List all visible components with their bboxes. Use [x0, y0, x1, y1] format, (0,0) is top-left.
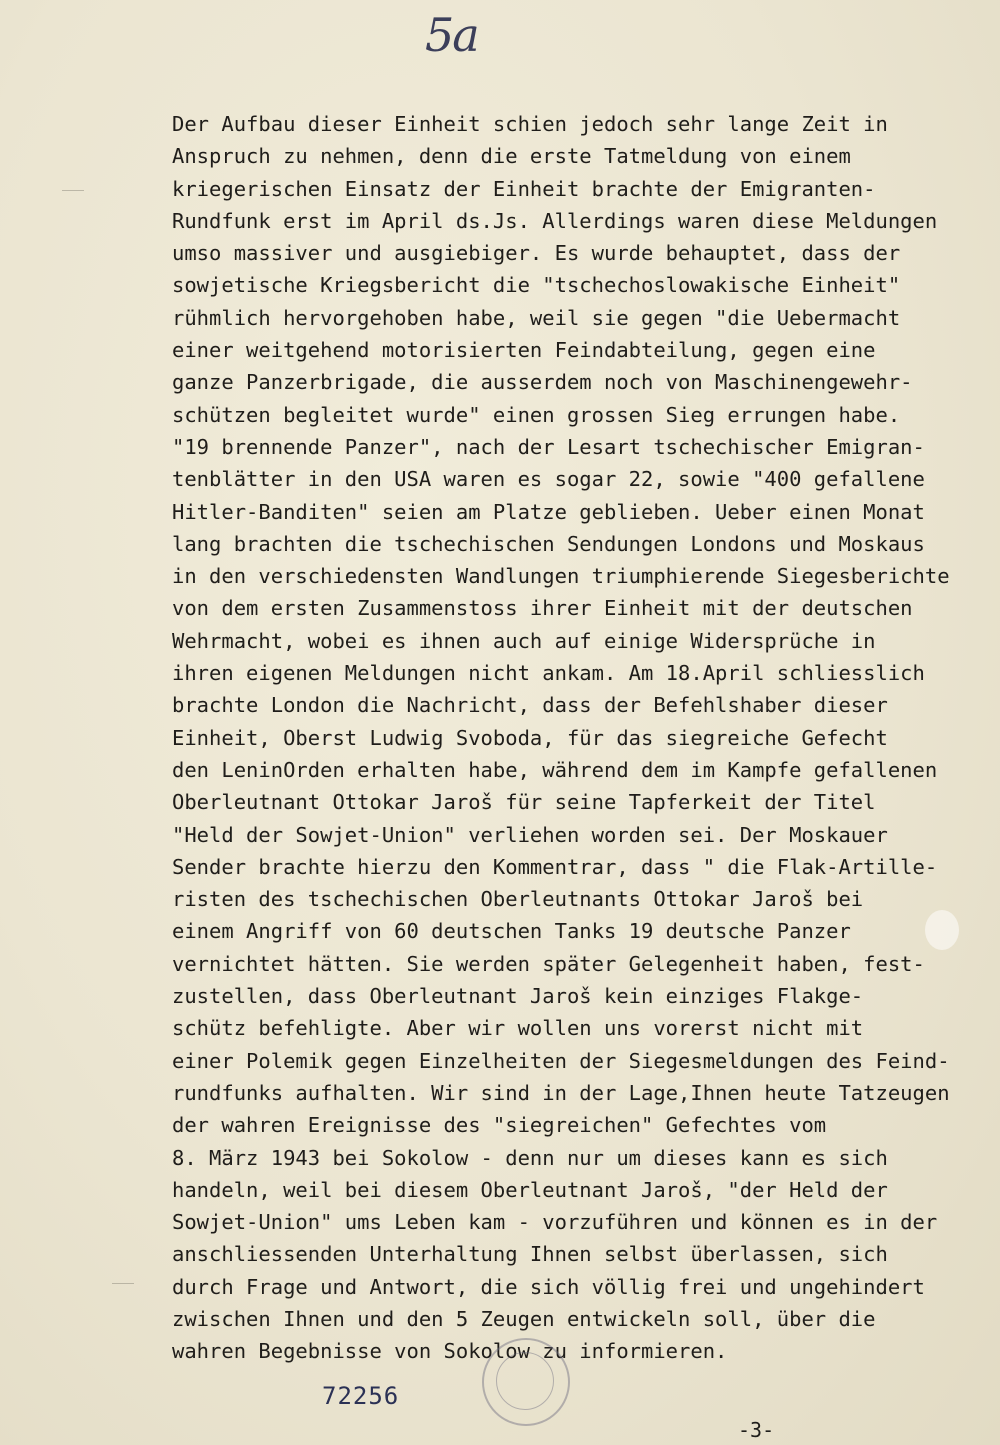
text-line: ganze Panzerbrigade, die ausserdem noch von Maschinengewehr-: [172, 370, 913, 395]
text-line: Anspruch zu nehmen, denn die erste Tatmeldung von einem: [172, 144, 851, 169]
text-line: handeln, weil bei diesem Oberleutnant Jaroš, "der Held der: [172, 1177, 888, 1202]
text-line: tenblätter in den USA waren es sogar 22, sowie "400 gefallene: [172, 467, 925, 492]
text-line: von dem ersten Zusammenstoss ihrer Einheit mit der deutschen: [172, 596, 913, 621]
text-line: sowjetische Kriegsbericht die "tschechoslowakische Einheit": [172, 273, 901, 298]
text-line: rühmlich hervorgehoben habe, weil sie gegen "die Uebermacht: [172, 305, 901, 330]
text-line: zustellen, dass Oberleutnant Jaroš kein einziges Flakge-: [172, 984, 864, 1009]
punch-hole: [925, 910, 959, 950]
text-line: 8. März 1943 bei Sokolow - denn nur um dieses kann es sich: [172, 1145, 888, 1170]
text-line: "Held der Sowjet-Union" verliehen worden sei. Der Moskauer: [172, 822, 888, 847]
text-line: zwischen Ihnen und den 5 Zeugen entwickeln soll, über die: [172, 1306, 876, 1331]
text-line: einer Polemik gegen Einzelheiten der Siegesmeldungen des Feind-: [172, 1048, 950, 1073]
text-line: risten des tschechischen Oberleutnants Ottokar Jaroš bei: [172, 887, 864, 912]
text-line: Der Aufbau dieser Einheit schien jedoch sehr lange Zeit in: [172, 112, 888, 136]
text-line: wahren Begebnisse von Sokolow zu informieren.: [172, 1339, 728, 1364]
text-line: Einheit, Oberst Ludwig Svoboda, für das siegreiche Gefecht: [172, 725, 888, 750]
text-line: den LeninOrden erhalten habe, während dem im Kampfe gefallenen: [172, 757, 938, 782]
text-line: kriegerischen Einsatz der Einheit brachte der Emigranten-: [172, 176, 876, 201]
text-line: anschliessenden Unterhaltung Ihnen selbst überlassen, sich: [172, 1242, 888, 1267]
text-line: vernichtet hätten. Sie werden später Gelegenheit haben, fest-: [172, 951, 925, 976]
text-line: umso massiver und ausgiebiger. Es wurde behauptet, dass der: [172, 241, 901, 266]
text-line: Wehrmacht, wobei es ihnen auch auf einige Widersprüche in: [172, 628, 876, 653]
archive-stamp-number: 72256: [322, 1382, 400, 1410]
text-line: einer weitgehend motorisierten Feindabteilung, gegen eine: [172, 338, 876, 363]
text-line: durch Frage und Antwort, die sich völlig frei und ungehindert: [172, 1274, 925, 1299]
text-line: Sender brachte hierzu den Kommentrar, dass " die Flak-Artille-: [172, 854, 938, 879]
text-line: "19 brennende Panzer", nach der Lesart tschechischer Emigran-: [172, 434, 925, 459]
text-line: schütz befehligte. Aber wir wollen uns vorerst nicht mit: [172, 1016, 864, 1041]
text-line: brachte London die Nachricht, dass der Befehlshaber dieser: [172, 693, 888, 718]
margin-mark: [112, 1283, 134, 1284]
text-line: lang brachten die tschechischen Sendungen Londons und Moskaus: [172, 531, 925, 556]
text-line: in den verschiedensten Wandlungen triumphierende Siegesberichte: [172, 564, 950, 589]
round-stamp-icon: [482, 1338, 570, 1426]
text-line: schützen begleitet wurde" einen grossen Sieg errungen habe.: [172, 402, 901, 427]
text-line: Rundfunk erst im April ds.Js. Allerdings waren diese Meldungen: [172, 208, 938, 233]
typed-body-text: [172, 108, 1000, 1368]
page-number: -3-: [738, 1418, 775, 1442]
text-line: Sowjet-Union" ums Leben kam - vorzuführen und können es in der: [172, 1210, 938, 1235]
text-line: rundfunks aufhalten. Wir sind in der Lage,Ihnen heute Tatzeugen: [172, 1080, 950, 1105]
text-line: einem Angriff von 60 deutschen Tanks 19 deutsche Panzer: [172, 919, 851, 944]
margin-mark: [62, 190, 84, 191]
text-line: der wahren Ereignisse des "siegreichen" Gefechtes vom: [172, 1113, 827, 1138]
text-line: Hitler-Banditen" seien am Platze geblieben. Ueber einen Monat: [172, 499, 925, 524]
text-line: Oberleutnant Ottokar Jaroš für seine Tapferkeit der Titel: [172, 790, 876, 815]
handwritten-page-number: 5a: [425, 8, 478, 62]
text-line: ihren eigenen Meldungen nicht ankam. Am 18.April schliesslich: [172, 661, 925, 686]
